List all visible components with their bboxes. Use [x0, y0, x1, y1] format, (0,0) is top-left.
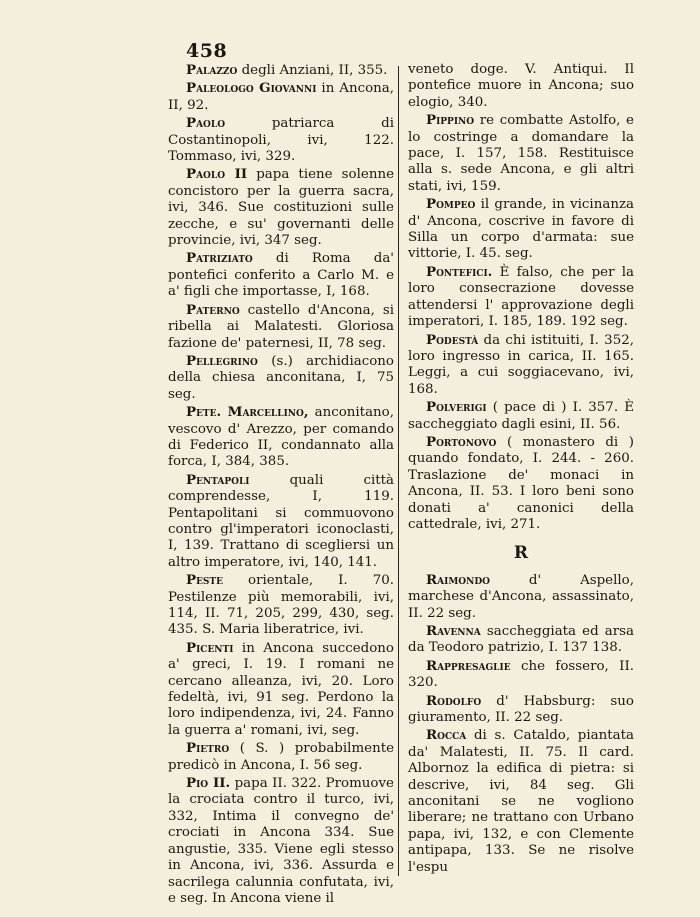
entry-text: ( pace di ) I. 357. È saccheggiato dagli esini, II. 56.: [408, 400, 634, 432]
index-entry: [408, 264, 634, 331]
entry-heading: Polverigi: [426, 399, 487, 416]
right-column-top-entries: [408, 62, 634, 533]
entry-text: orientale, I. 70. Pestilenze più memorabili, ivi, 114, II. 71, 205, 299, 430, seg. 435. S. Maria liberatrice, ivi.: [168, 573, 394, 638]
index-entry: [408, 658, 634, 692]
index-entry: [168, 472, 394, 571]
entry-text: anconitano, vescovo d' Arezzo, per comando di Federico II, condannato alla forca, I, 384, 385.: [168, 405, 394, 470]
entry-text: papa II. 322. Promuove la crociata contro il turco, ivi, 332, Intima il convegno de' crociati in Ancona 334. Sue angustie, 335. Viene egli stesso in Ancona, ivi, 336. Assurda e sacrilega calunnia confutata, ivi, e seg. In Ancona viene il: [168, 776, 394, 906]
entry-text: castello d'Ancona, si ribella ai Malatesti. Gloriosa fazione de' paternesi, II, 78 seg.: [168, 302, 394, 351]
entry-heading: Rocca: [426, 727, 467, 744]
entry-text: degli Anziani, II, 355.: [241, 63, 388, 78]
entry-heading: Peste: [186, 572, 223, 589]
index-entry: [168, 640, 394, 739]
index-entry: [168, 80, 394, 114]
entry-heading: Paterno: [186, 301, 240, 318]
entry-text: di Roma da' pontefici conferito a Carlo M. e a' figli che importasse, I, 168.: [168, 251, 394, 300]
entry-text: in Ancona succedono a' greci, I. 19. I romani ne cercano alleanza, ivi, 20. Loro fedeltà, ivi, 91 seg. Perdono la loro indipendenza, ivi, 24. Fanno la guerra a' romani, ivi, seg.: [168, 640, 394, 738]
entry-heading: Rodolfo: [426, 692, 482, 709]
entry-heading: Picenti: [186, 639, 234, 656]
entry-text: patriarca di Costantinopoli, ivi, 122. Tommaso, ivi, 329.: [168, 116, 394, 165]
entry-heading: Podestà: [426, 331, 479, 348]
index-entry: [408, 332, 634, 399]
entry-text: di s. Cataldo, piantata da' Malatesti, II. 75. Il card. Albornoz la edifica di pietra: si descrive, ivi, 84 seg. Gli anconitani se ne vogliono liberare; ne trattano con Urbano papa, ivi, 132, e con Clemente antipapa, 133. Se ne risolve l'espu: [408, 728, 634, 875]
index-entry: [408, 727, 634, 876]
section-letter: R: [513, 543, 529, 564]
entry-text: in Ancona, II, 92.: [168, 81, 395, 113]
entry-heading: Paleologo Giovanni: [186, 80, 317, 97]
entry-text: d' Habsburg: suo giuramento, II. 22 seg.: [408, 693, 634, 726]
page-number: 458: [186, 40, 228, 62]
left-column: [168, 62, 394, 908]
entry-heading: Rappresaglie: [426, 657, 511, 674]
entry-heading: Pietro: [186, 740, 230, 757]
index-entry: [168, 115, 394, 165]
index-entry: [408, 693, 634, 727]
entry-heading: Paolo II: [186, 166, 248, 183]
index-entry: [408, 112, 634, 195]
entry-heading: Raimondo: [426, 571, 490, 588]
index-entry: [408, 62, 634, 111]
index-entry: [168, 572, 394, 639]
index-entry: [168, 740, 394, 774]
entry-text: che fossero, II. 320.: [408, 658, 634, 691]
index-entry: [408, 399, 634, 433]
entry-text: papa tiene solenne concistoro per la guerra sacra, ivi, 346. Sue costituzioni sulle zecche, e su' governanti delle provincie, ivi, 347 seg.: [168, 167, 394, 249]
index-entry: [168, 404, 394, 471]
entry-text: saccheggiata ed arsa da Teodoro patrizio, I. 137 138.: [408, 624, 634, 656]
index-entry: [408, 434, 634, 533]
entry-heading: Pentapoli: [186, 471, 250, 488]
entry-heading: Palazzo: [186, 62, 238, 78]
entry-text: il grande, in vicinanza d' Ancona, coscrive in favore di Silla un corpo d'armata: sue vittorie, I. 45. seg.: [408, 197, 634, 262]
index-entry: [168, 775, 394, 907]
entry-text: d' Aspello, marchese d'Ancona, assassinato, II. 22 seg.: [408, 572, 634, 621]
index-entry: [168, 250, 394, 300]
entry-heading: Pete. Marcellino,: [186, 404, 309, 421]
right-column: [408, 62, 634, 877]
entry-text: quali città comprendesse, I, 119. Pentapolitani si commuovono contro gl'imperatori iconoclasti, I, 139. Trattano di scegliersi un altro imperatore, ivi, 140, 141.: [168, 472, 394, 570]
entry-heading: Pompeo: [426, 196, 476, 213]
index-entry: [168, 62, 394, 79]
index-entry: [408, 196, 634, 263]
entry-heading: Ravenna: [426, 623, 481, 639]
entry-heading: Paolo: [186, 115, 226, 132]
entry-text: È falso, che per la loro consecrazione dovesse attendersi l' approvazione degli imperatori, I. 185, 189. 192 seg.: [408, 264, 634, 330]
entry-heading: Portonovo: [426, 433, 497, 450]
entry-heading: Patriziato: [186, 250, 253, 267]
entry-text: ( S. ) probabilmente predicò in Ancona, I. 56 seg.: [168, 741, 394, 773]
index-entry: [408, 623, 634, 657]
index-entry: [168, 166, 394, 249]
entry-heading: Pontefici.: [426, 263, 493, 280]
right-column-bottom-entries: [408, 572, 634, 876]
index-entry: [168, 353, 394, 403]
index-entry: [168, 302, 394, 352]
entry-text: da chi istituiti, I. 352, loro ingresso in carica, II. 165. Leggi, a cui soggiacevano, ivi, 168.: [408, 332, 634, 397]
entry-text: ( monastero di ) quando fondato, I. 244. - 260. Traslazione de' monaci in Ancona, II. 53. I loro beni sono donati a' canonici della cattedrale, ivi, 271.: [408, 434, 634, 532]
entry-heading: Pio II.: [186, 775, 231, 792]
entry-text: (s.) archidiacono della chiesa anconitana, I, 75 seg.: [168, 353, 394, 402]
index-entry: [408, 572, 634, 622]
entry-text: veneto doge. V. Antiqui. Il pontefice muore in Ancona; suo elogio, 340.: [408, 62, 634, 110]
entry-heading: Pellegrino: [186, 352, 258, 369]
entry-heading: Pippino: [426, 112, 475, 129]
column-divider: [398, 66, 399, 876]
entry-text: re combatte Astolfo, e lo costringe a domandare la pace, I. 157, 158. Restituisce alla s. sede Ancona, e gli altri stati, ivi, 159.: [408, 113, 634, 194]
